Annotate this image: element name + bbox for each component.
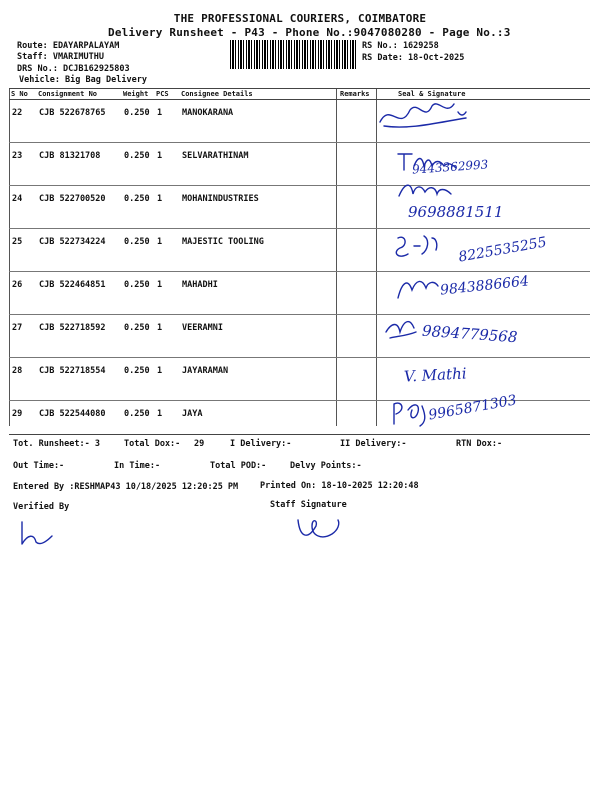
rtn-dox: RTN Dox:- xyxy=(456,439,503,449)
row-consignment: CJB 522544080 xyxy=(39,409,106,419)
row-sno: 28 xyxy=(9,358,36,401)
company-title: THE PROFESSIONAL COURIERS, COIMBATORE xyxy=(173,12,427,25)
total-dox-value: 29 xyxy=(194,439,205,449)
row-remarks xyxy=(336,229,376,272)
drs-number: DRS No.: DCJB162925803 xyxy=(17,64,130,74)
row-consignment: CJB 522718554 xyxy=(36,358,121,401)
row-pcs: 1 xyxy=(154,358,179,401)
row-remarks xyxy=(336,186,376,229)
row-sno: 27 xyxy=(9,315,36,358)
verified-signature xyxy=(16,518,56,546)
row-weight: 0.250 xyxy=(121,358,154,401)
row-pcs: 1 xyxy=(154,100,179,143)
handwritten-phone-row25: 8225535255 xyxy=(457,234,548,266)
row-sno: 24 xyxy=(9,186,36,229)
table-row xyxy=(9,143,590,186)
row-weight: 0.250 xyxy=(121,143,154,186)
signature-row27 xyxy=(380,312,425,342)
row-consignment: CJB 522464851 xyxy=(36,272,121,315)
row-remarks xyxy=(336,358,376,401)
row-pcs: 1 xyxy=(154,229,179,272)
row-consignee: VEERAMNI xyxy=(179,315,336,358)
row-weight: 0.250 xyxy=(121,272,154,315)
row-consignee: MANOKARANA xyxy=(179,100,336,143)
row-remarks xyxy=(336,143,376,186)
rs-date: RS Date: 18-Oct-2025 xyxy=(362,53,465,63)
row-sno: 25 xyxy=(9,229,36,272)
row-consignment: CJB 522678765 xyxy=(36,100,121,143)
col-consignment: Consignment No xyxy=(36,88,121,100)
runsheet-table xyxy=(9,88,590,443)
handwritten-name-row28: V. Mathi xyxy=(403,364,467,386)
barcode xyxy=(230,40,357,69)
vehicle-label: Vehicle: Big Bag Delivery xyxy=(19,75,147,85)
row-pcs: 1 xyxy=(154,143,179,186)
row-consignment: CJB 522718592 xyxy=(36,315,121,358)
row-sno: 26 xyxy=(9,272,36,315)
total-dox-label: Total Dox:- xyxy=(124,439,181,449)
row-weight: 0.250 xyxy=(121,229,154,272)
row-weight: 0.250 xyxy=(121,186,154,229)
row-remarks xyxy=(336,401,376,444)
signature-row25 xyxy=(392,230,452,260)
row-pcs: 1 xyxy=(157,409,163,419)
handwritten-phone-row24: 9698881511 xyxy=(408,203,504,221)
runsheet-title: Delivery Runsheet - P43 - Phone No.:9047080280 - Page No.:3 xyxy=(108,26,511,39)
handwritten-phone-row23: 9443362993 xyxy=(411,157,489,177)
handwritten-phone-row27: 9894779568 xyxy=(421,321,518,347)
verified-by-label: Verified By xyxy=(13,502,70,512)
total-pod: Total POD:- xyxy=(210,461,267,471)
staff-label: Staff: VMARIMUTHU xyxy=(17,52,104,62)
row-pcs: 1 xyxy=(154,186,179,229)
row-pcs: 1 xyxy=(154,272,179,315)
signature-row24 xyxy=(395,178,455,202)
row-consignee: MAJESTIC TOOLING xyxy=(179,229,336,272)
signature-row26 xyxy=(394,272,444,302)
row-sno: 23 xyxy=(9,143,36,186)
row-weight: 0.250 xyxy=(121,315,154,358)
i-delivery: I Delivery:- xyxy=(230,439,292,449)
row-sno: 29 xyxy=(12,409,23,419)
col-seal-signature: Seal & Signature xyxy=(376,88,590,100)
row-consignment: CJB 81321708 xyxy=(36,143,121,186)
row-consignee: JAYA xyxy=(182,409,203,419)
col-sno: S No xyxy=(9,88,36,100)
ii-delivery: II Delivery:- xyxy=(340,439,407,449)
row-consignment: CJB 522700520 xyxy=(36,186,121,229)
staff-signature-label: Staff Signature xyxy=(270,500,347,510)
delvy-points: Delvy Points:- xyxy=(290,461,362,471)
staff-signature xyxy=(290,512,350,546)
printed-on: Printed On: 18-10-2025 12:20:48 xyxy=(260,481,419,491)
col-remarks: Remarks xyxy=(336,88,376,100)
row-weight: 0.250 xyxy=(121,100,154,143)
col-pcs: PCS xyxy=(154,88,179,100)
entered-by: Entered By :RESHMAP43 10/18/2025 12:20:25 PM xyxy=(13,482,239,492)
row-consignee: SELVARATHINAM xyxy=(179,143,336,186)
handwritten-phone-row26: 9843886664 xyxy=(439,273,530,299)
table-row xyxy=(9,100,590,143)
row-remarks xyxy=(336,272,376,315)
tot-runsheet: Tot. Runsheet:- 3 xyxy=(13,439,100,449)
signature-scribble-row22 xyxy=(370,92,480,136)
in-time: In Time:- xyxy=(114,461,161,471)
row-remarks xyxy=(336,315,376,358)
out-time: Out Time:- xyxy=(13,461,65,471)
row-consignment: CJB 522734224 xyxy=(36,229,121,272)
handwritten-phone-row29: 9965871303 xyxy=(427,392,518,424)
route-label: Route: EDAYARPALAYAM xyxy=(17,41,120,51)
rs-number: RS No.: 1629258 xyxy=(362,41,439,51)
col-consignee: Consignee Details xyxy=(179,88,336,100)
row-consignee: MAHADHI xyxy=(179,272,336,315)
row-pcs: 1 xyxy=(154,315,179,358)
table-header-row xyxy=(9,88,590,100)
row-consignee: JAYARAMAN xyxy=(179,358,336,401)
row-sno: 22 xyxy=(9,100,36,143)
row-consignee: MOHANINDUSTRIES xyxy=(179,186,336,229)
col-weight: Weight xyxy=(121,88,154,100)
footer-divider xyxy=(9,434,590,435)
row-weight: 0.250 xyxy=(124,409,150,419)
